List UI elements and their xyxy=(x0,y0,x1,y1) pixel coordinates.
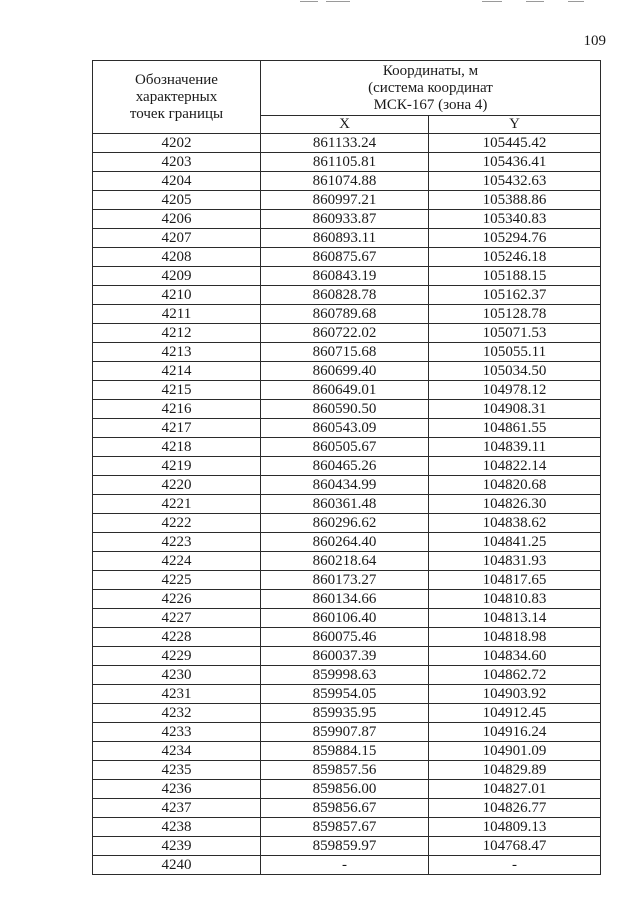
coordinates-table xyxy=(92,60,601,875)
table-row xyxy=(93,799,601,818)
y-coordinate-cell: 104820.68 xyxy=(429,476,601,495)
y-coordinate-cell: 104822.14 xyxy=(429,457,601,476)
point-id-cell: 4208 xyxy=(93,248,261,267)
y-coordinate-cell: 104916.24 xyxy=(429,723,601,742)
point-id-cell: 4230 xyxy=(93,666,261,685)
y-coordinate-cell: 105071.53 xyxy=(429,324,601,343)
x-coordinate-cell: 860037.39 xyxy=(261,647,429,666)
x-coordinate-cell: 860173.27 xyxy=(261,571,429,590)
table-row xyxy=(93,210,601,229)
x-coordinate-cell: 859954.05 xyxy=(261,685,429,704)
x-coordinate-cell: 860933.87 xyxy=(261,210,429,229)
point-id-cell: 4221 xyxy=(93,495,261,514)
table-row xyxy=(93,305,601,324)
point-id-cell: 4211 xyxy=(93,305,261,324)
table-row xyxy=(93,229,601,248)
y-coordinate-cell: 104768.47 xyxy=(429,837,601,856)
x-coordinate-cell: 860590.50 xyxy=(261,400,429,419)
y-coordinate-cell: 104841.25 xyxy=(429,533,601,552)
x-coordinate-cell: 860828.78 xyxy=(261,286,429,305)
point-id-cell: 4240 xyxy=(93,856,261,875)
y-coordinate-cell: 105340.83 xyxy=(429,210,601,229)
table-row xyxy=(93,742,601,761)
x-coordinate-cell: 860296.62 xyxy=(261,514,429,533)
table-row xyxy=(93,381,601,400)
x-coordinate-cell: - xyxy=(261,856,429,875)
table-row xyxy=(93,248,601,267)
table-row xyxy=(93,533,601,552)
x-coordinate-cell: 860715.68 xyxy=(261,343,429,362)
table-row xyxy=(93,723,601,742)
x-coordinate-cell: 860997.21 xyxy=(261,191,429,210)
table-row xyxy=(93,286,601,305)
table-row xyxy=(93,495,601,514)
point-header-line: характерных xyxy=(135,88,218,105)
point-id-cell: 4226 xyxy=(93,590,261,609)
x-coordinate-cell: 860699.40 xyxy=(261,362,429,381)
point-id-cell: 4239 xyxy=(93,837,261,856)
x-coordinate-cell: 859998.63 xyxy=(261,666,429,685)
x-coordinate-cell: 859907.87 xyxy=(261,723,429,742)
y-coordinate-cell: 104826.30 xyxy=(429,495,601,514)
point-id-cell: 4236 xyxy=(93,780,261,799)
point-header-line: точек границы xyxy=(129,105,224,122)
y-coordinate-cell: 105246.18 xyxy=(429,248,601,267)
x-coordinate-cell: 860843.19 xyxy=(261,267,429,286)
x-coordinate-cell: 860893.11 xyxy=(261,229,429,248)
point-id-cell: 4234 xyxy=(93,742,261,761)
coordinates-body xyxy=(93,134,601,875)
y-coordinate-cell: 104818.98 xyxy=(429,628,601,647)
y-coordinate-cell: 105445.42 xyxy=(429,134,601,153)
point-id-cell: 4204 xyxy=(93,172,261,191)
point-id-cell: 4233 xyxy=(93,723,261,742)
point-id-cell: 4237 xyxy=(93,799,261,818)
table-row xyxy=(93,590,601,609)
coordinates-header-line: МСК-167 (зона 4) xyxy=(373,96,488,113)
y-column-header: Y xyxy=(429,116,601,134)
y-coordinate-cell: 104908.31 xyxy=(429,400,601,419)
table-row xyxy=(93,514,601,533)
y-coordinate-cell: 104817.65 xyxy=(429,571,601,590)
point-header-line: Обозначение xyxy=(135,71,218,88)
point-id-cell: 4229 xyxy=(93,647,261,666)
x-coordinate-cell: 861074.88 xyxy=(261,172,429,191)
point-id-cell: 4216 xyxy=(93,400,261,419)
table-row xyxy=(93,438,601,457)
table-row xyxy=(93,343,601,362)
table-row xyxy=(93,400,601,419)
table-row xyxy=(93,419,601,438)
y-coordinate-cell: 104839.11 xyxy=(429,438,601,457)
table-row xyxy=(93,685,601,704)
point-id-cell: 4232 xyxy=(93,704,261,723)
table-row xyxy=(93,362,601,381)
x-coordinate-cell: 860434.99 xyxy=(261,476,429,495)
x-coordinate-cell: 859856.67 xyxy=(261,799,429,818)
y-coordinate-cell: - xyxy=(429,856,601,875)
x-coordinate-cell: 860722.02 xyxy=(261,324,429,343)
point-id-cell: 4228 xyxy=(93,628,261,647)
point-id-cell: 4217 xyxy=(93,419,261,438)
point-id-cell: 4222 xyxy=(93,514,261,533)
x-coordinate-cell: 860505.67 xyxy=(261,438,429,457)
table-row xyxy=(93,628,601,647)
y-coordinate-cell: 104862.72 xyxy=(429,666,601,685)
x-coordinate-cell: 860465.26 xyxy=(261,457,429,476)
y-coordinate-cell: 104831.93 xyxy=(429,552,601,571)
table-row xyxy=(93,818,601,837)
point-id-cell: 4224 xyxy=(93,552,261,571)
point-id-cell: 4202 xyxy=(93,134,261,153)
y-coordinate-cell: 104861.55 xyxy=(429,419,601,438)
point-id-cell: 4210 xyxy=(93,286,261,305)
point-id-cell: 4218 xyxy=(93,438,261,457)
point-id-cell: 4225 xyxy=(93,571,261,590)
y-coordinate-cell: 105388.86 xyxy=(429,191,601,210)
y-coordinate-cell: 104826.77 xyxy=(429,799,601,818)
top-edge-marks xyxy=(300,0,600,3)
x-coordinate-cell: 859859.97 xyxy=(261,837,429,856)
x-coordinate-cell: 860134.66 xyxy=(261,590,429,609)
y-coordinate-cell: 104810.83 xyxy=(429,590,601,609)
table-row xyxy=(93,552,601,571)
point-id-cell: 4220 xyxy=(93,476,261,495)
table-row xyxy=(93,153,601,172)
x-coordinate-cell: 859935.95 xyxy=(261,704,429,723)
x-coordinate-cell: 860361.48 xyxy=(261,495,429,514)
table-row xyxy=(93,191,601,210)
point-id-cell: 4205 xyxy=(93,191,261,210)
coordinates-header xyxy=(261,61,601,116)
y-coordinate-cell: 104827.01 xyxy=(429,780,601,799)
y-coordinate-cell: 104809.13 xyxy=(429,818,601,837)
x-coordinate-cell: 860543.09 xyxy=(261,419,429,438)
point-id-cell: 4206 xyxy=(93,210,261,229)
point-id-cell: 4209 xyxy=(93,267,261,286)
table-row xyxy=(93,267,601,286)
y-coordinate-cell: 105055.11 xyxy=(429,343,601,362)
point-id-cell: 4235 xyxy=(93,761,261,780)
point-id-cell: 4203 xyxy=(93,153,261,172)
y-coordinate-cell: 104829.89 xyxy=(429,761,601,780)
point-id-cell: 4238 xyxy=(93,818,261,837)
y-coordinate-cell: 105162.37 xyxy=(429,286,601,305)
x-coordinate-cell: 859857.56 xyxy=(261,761,429,780)
table-row xyxy=(93,609,601,628)
x-coordinate-cell: 860075.46 xyxy=(261,628,429,647)
y-coordinate-cell: 105034.50 xyxy=(429,362,601,381)
y-coordinate-cell: 104903.92 xyxy=(429,685,601,704)
y-coordinate-cell: 104813.14 xyxy=(429,609,601,628)
y-coordinate-cell: 105432.63 xyxy=(429,172,601,191)
point-id-cell: 4231 xyxy=(93,685,261,704)
point-id-cell: 4214 xyxy=(93,362,261,381)
table-row xyxy=(93,476,601,495)
x-coordinate-cell: 859857.67 xyxy=(261,818,429,837)
y-coordinate-cell: 105188.15 xyxy=(429,267,601,286)
table-row xyxy=(93,172,601,191)
point-id-cell: 4223 xyxy=(93,533,261,552)
x-coordinate-cell: 860649.01 xyxy=(261,381,429,400)
y-coordinate-cell: 105128.78 xyxy=(429,305,601,324)
point-designation-header xyxy=(93,61,261,134)
table-row xyxy=(93,571,601,590)
table-row xyxy=(93,837,601,856)
coordinates-header-line: Координаты, м xyxy=(382,62,479,79)
x-coordinate-cell: 859856.00 xyxy=(261,780,429,799)
x-coordinate-cell: 860789.68 xyxy=(261,305,429,324)
y-coordinate-cell: 104978.12 xyxy=(429,381,601,400)
table-row xyxy=(93,666,601,685)
y-coordinate-cell: 104838.62 xyxy=(429,514,601,533)
point-id-cell: 4207 xyxy=(93,229,261,248)
page-number: 109 xyxy=(583,33,606,49)
x-coordinate-cell: 861105.81 xyxy=(261,153,429,172)
table-row xyxy=(93,704,601,723)
point-id-cell: 4227 xyxy=(93,609,261,628)
table-row xyxy=(93,856,601,875)
x-coordinate-cell: 860218.64 xyxy=(261,552,429,571)
point-id-cell: 4212 xyxy=(93,324,261,343)
y-coordinate-cell: 104901.09 xyxy=(429,742,601,761)
y-coordinate-cell: 104834.60 xyxy=(429,647,601,666)
table-row xyxy=(93,324,601,343)
table-row xyxy=(93,457,601,476)
point-id-cell: 4213 xyxy=(93,343,261,362)
x-coordinate-cell: 859884.15 xyxy=(261,742,429,761)
point-id-cell: 4215 xyxy=(93,381,261,400)
table-row xyxy=(93,780,601,799)
x-coordinate-cell: 861133.24 xyxy=(261,134,429,153)
y-coordinate-cell: 104912.45 xyxy=(429,704,601,723)
table-row xyxy=(93,761,601,780)
y-coordinate-cell: 105436.41 xyxy=(429,153,601,172)
y-coordinate-cell: 105294.76 xyxy=(429,229,601,248)
x-coordinate-cell: 860264.40 xyxy=(261,533,429,552)
coordinates-header-line: (система координат xyxy=(368,79,493,96)
x-coordinate-cell: 860875.67 xyxy=(261,248,429,267)
table-row xyxy=(93,647,601,666)
point-id-cell: 4219 xyxy=(93,457,261,476)
x-coordinate-cell: 860106.40 xyxy=(261,609,429,628)
table-row xyxy=(93,134,601,153)
x-column-header: X xyxy=(261,116,429,134)
